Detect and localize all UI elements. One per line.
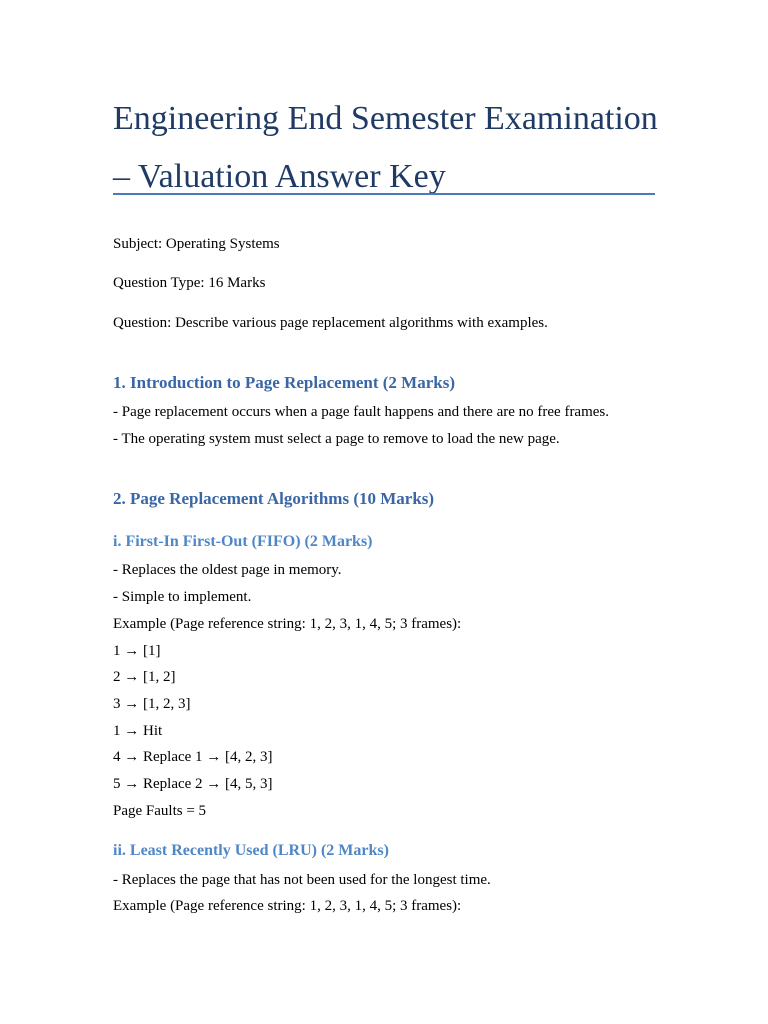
fifo-point: - Simple to implement. [113, 589, 252, 605]
section-1-heading: 1. Introduction to Page Replacement (2 Marks) [113, 373, 456, 392]
fifo-page-faults: Page Faults = 5 [113, 803, 207, 819]
fifo-step: 1 → [1] [113, 643, 161, 659]
section-1-point: - Page replacement occurs when a page fault happens and there are no free frames. [113, 404, 610, 420]
lru-example-intro: Example (Page reference string: 1, 2, 3, 1, 4, 5; 3 frames): [113, 898, 462, 914]
fifo-step: 2 → [1, 2] [113, 669, 176, 685]
fifo-step: 5 → Replace 2 → [4, 5, 3] [113, 776, 273, 792]
subject-line: Subject: Operating Systems [113, 236, 280, 252]
section-1-point: - The operating system must select a page to remove to load the new page. [113, 431, 560, 447]
fifo-example-intro: Example (Page reference string: 1, 2, 3, 1, 4, 5; 3 frames): [113, 616, 462, 632]
section-2-heading: 2. Page Replacement Algorithms (10 Marks) [113, 489, 435, 508]
lru-point: - Replaces the page that has not been used for the longest time. [113, 872, 491, 888]
fifo-point: - Replaces the oldest page in memory. [113, 562, 342, 578]
fifo-step: 4 → Replace 1 → [4, 2, 3] [113, 749, 273, 765]
question-type-line: Question Type: 16 Marks [113, 275, 266, 291]
fifo-step: 3 → [1, 2, 3] [113, 696, 191, 712]
document-title: Engineering End Semester Examination – Valuation Answer Key [113, 100, 658, 195]
lru-heading: ii. Least Recently Used (LRU) (2 Marks) [113, 842, 389, 859]
fifo-heading: i. First-In First-Out (FIFO) (2 Marks) [113, 533, 373, 550]
question-line: Question: Describe various page replacement algorithms with examples. [113, 315, 548, 331]
title-underline [113, 193, 655, 195]
fifo-step: 1 → Hit [113, 723, 163, 739]
